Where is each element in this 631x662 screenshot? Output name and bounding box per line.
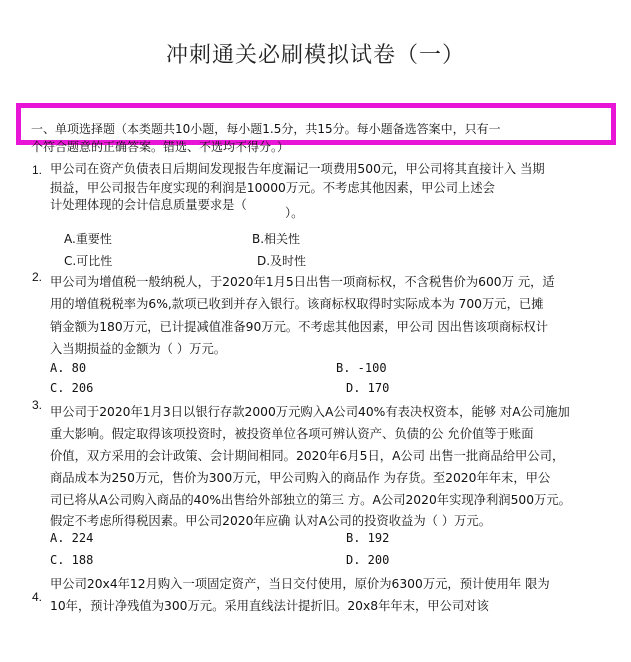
question-3-line-2: 重大影响。假定取得该项投资时，被投资单位各项可辨认资产、负债的公 允价值等于账面 [50, 427, 534, 441]
question-4-line-1: 甲公司20x4年12月购入一项固定资产，当日交付使用，原价为6300万元，预计使用年 限为 [50, 577, 550, 591]
question-4-line-2: 10年，预计净残值为300万元。采用直线法计提折旧。20x8年年末，甲公司对该 [50, 599, 489, 613]
question-1-line-2: 损益，甲公司报告年度实现的利润是10000万元。不考虑其他因素，甲公司上述会 [50, 181, 495, 195]
question-2-option-d: D. 170 [346, 381, 390, 395]
section-header-line-2: 个符合题意的正确答案。错选、不选均不得分。） [31, 140, 290, 154]
section-header-highlight [16, 103, 616, 154]
question-3-option-d: D. 200 [346, 553, 390, 567]
question-3-line-3: 价值，双方采用的会计政策、会计期间相同。2020年6月5日，A公司 出售一批商品给甲公司， [50, 449, 565, 463]
question-1-line-1: 甲公司在资产负债表日后期间发现报告年度漏记一项费用500元，甲公司将其直接计入 当期 [50, 162, 545, 176]
question-2-line-3: 销金额为180万元，已计提减值准备90万元。不考虑其他因素，甲公司 因出售该项商标权计 [50, 320, 549, 334]
question-1-option-c: C.可比性 [64, 254, 113, 268]
question-2-option-a: A. 80 [50, 361, 87, 375]
question-2-option-b: B. -100 [336, 361, 387, 375]
question-1-line-3: 计处理体现的会计信息质量要求是（ [50, 198, 247, 212]
question-3-line-1: 甲公司于2020年1月3日以银行存款2000万元购入A公司40%有表决权资本，能够 对A公司施加 [50, 405, 570, 419]
question-2-line-2: 用的增值税税率为6%,款项已收到并存入银行。该商标权取得时实际成本为 700万元，已摊 [50, 297, 544, 311]
question-3-line-5: 司已将从A公司购入商品的40%出售给外部独立的第三 方。A公司2020年实现净利润500万元。 [50, 493, 571, 507]
question-2-line-1: 甲公司为增值税一般纳税人，于2020年1月5日出售一项商标权，不含税售价为600万 元，适 [50, 275, 555, 289]
question-3-option-a: A. 224 [50, 531, 94, 545]
question-1-option-d: D.及时性 [257, 254, 307, 268]
question-3-option-c: C. 188 [50, 553, 94, 567]
question-4-number: 4. [32, 590, 43, 604]
question-3-line-6: 假定不考虑所得税因素。甲公司2020年应确 认对A公司的投资收益为（ ）万元。 [50, 514, 492, 528]
page-title: 冲刺通关必刷模拟试卷（一） [165, 43, 465, 68]
section-header-line-1: 一、单项选择题（本类题共10小题，每小题1.5分，共15分。每小题备选答案中，只有一 [31, 122, 501, 136]
question-1-line-4: ）。 [285, 206, 304, 220]
question-1-option-b: B.相关性 [252, 232, 301, 246]
question-2-line-4: 入当期损益的金额为（ ）万元。 [50, 342, 227, 356]
question-3-number: 3. [32, 398, 43, 412]
question-1-option-a: A.重要性 [64, 232, 112, 246]
question-1-number: 1. [32, 163, 43, 177]
question-2-option-c: C. 206 [50, 381, 94, 395]
question-3-option-b: B. 192 [346, 531, 390, 545]
question-3-line-4: 商品成本为250万元，售价为300万元，甲公司购入的商品作 为存货。至2020年年末，甲公 [50, 471, 551, 485]
question-2-number: 2. [32, 270, 43, 284]
